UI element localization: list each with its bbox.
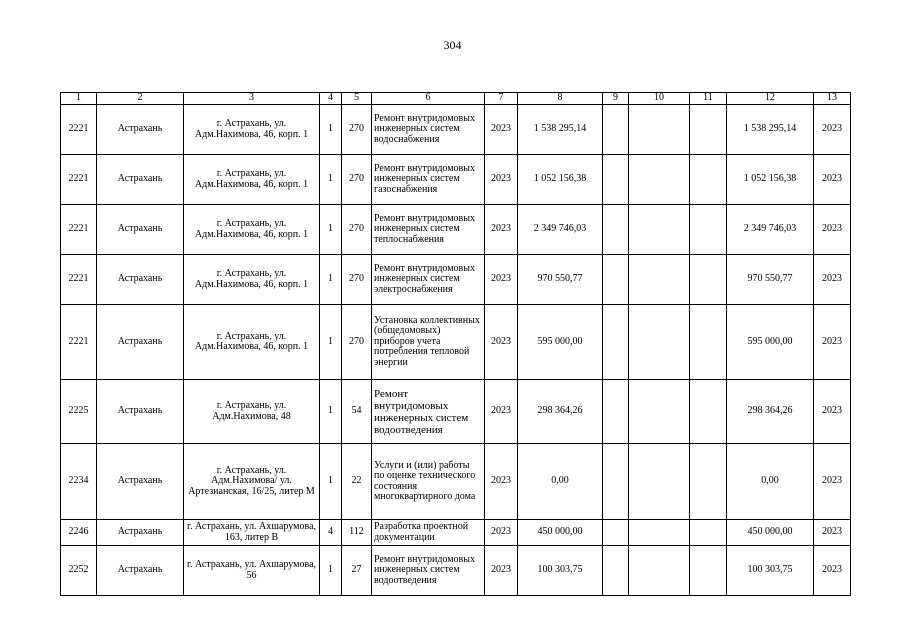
cell-col11 (690, 105, 727, 155)
header-cell: 13 (814, 93, 851, 105)
cell-col9 (603, 105, 629, 155)
table-row (61, 155, 851, 205)
cell-col5: 270 (342, 155, 372, 205)
cell-cost: 450 000,00 (518, 520, 603, 546)
cell-col4: 1 (320, 155, 342, 205)
cell-year: 2023 (485, 105, 518, 155)
cell-col5: 54 (342, 380, 372, 444)
cell-code: 2221 (61, 105, 97, 155)
cell-work-type: Услуги и (или) работы по оценке технического состояния многоквартирного дома (372, 444, 485, 520)
cell-col5: 270 (342, 305, 372, 380)
cell-col9 (603, 255, 629, 305)
cell-col4: 1 (320, 305, 342, 380)
cell-end-year: 2023 (814, 105, 851, 155)
cell-col5: 112 (342, 520, 372, 546)
cell-address: г. Астрахань, ул. Ахшарумова, 56 (184, 546, 320, 596)
cell-end-year: 2023 (814, 205, 851, 255)
cell-address: г. Астрахань, ул. Адм.Нахимова, 46, корп. 1 (184, 205, 320, 255)
cell-city: Астрахань (97, 546, 184, 596)
table-row (61, 520, 851, 546)
cell-end-year: 2023 (814, 520, 851, 546)
cell-year: 2023 (485, 155, 518, 205)
table-row (61, 444, 851, 520)
cell-address: г. Астрахань, ул. Адм.Нахимова/ ул. Артезианская, 16/25, литер М (184, 444, 320, 520)
cell-col11 (690, 155, 727, 205)
cell-cost: 0,00 (518, 444, 603, 520)
cell-code: 2246 (61, 520, 97, 546)
cell-total: 1 538 295,14 (727, 105, 814, 155)
cell-year: 2023 (485, 380, 518, 444)
cell-total: 100 303,75 (727, 546, 814, 596)
cell-year: 2023 (485, 205, 518, 255)
cell-address: г. Астрахань, ул. Ахшарумова, 163, литер В (184, 520, 320, 546)
cell-end-year: 2023 (814, 155, 851, 205)
cell-city: Астрахань (97, 444, 184, 520)
cell-col11 (690, 520, 727, 546)
cell-col11 (690, 205, 727, 255)
cell-col4: 1 (320, 444, 342, 520)
cell-work-type: Установка коллективных (общедомовых) приборов учета потребления тепловой энергии (372, 305, 485, 380)
cell-col5: 27 (342, 546, 372, 596)
cell-work-type: Ремонт внутридомовых инженерных систем электроснабжения (372, 255, 485, 305)
cell-col10 (629, 155, 690, 205)
cell-code: 2221 (61, 155, 97, 205)
cell-col9 (603, 155, 629, 205)
header-cell: 11 (690, 93, 727, 105)
table-row (61, 255, 851, 305)
page-number: 304 (443, 38, 462, 52)
cell-city: Астрахань (97, 155, 184, 205)
table-row (61, 546, 851, 596)
cell-code: 2234 (61, 444, 97, 520)
cell-code: 2221 (61, 205, 97, 255)
cell-col5: 270 (342, 105, 372, 155)
cell-address: г. Астрахань, ул. Адм.Нахимова, 46, корп. 1 (184, 105, 320, 155)
cell-col9 (603, 205, 629, 255)
cell-cost: 2 349 746,03 (518, 205, 603, 255)
cell-col4: 1 (320, 380, 342, 444)
cell-total: 0,00 (727, 444, 814, 520)
header-cell: 2 (97, 93, 184, 105)
header-cell: 6 (372, 93, 485, 105)
cell-cost: 970 550,77 (518, 255, 603, 305)
cell-city: Астрахань (97, 105, 184, 155)
cell-code: 2221 (61, 255, 97, 305)
header-cell: 10 (629, 93, 690, 105)
cell-city: Астрахань (97, 305, 184, 380)
cell-col11 (690, 255, 727, 305)
cell-total: 2 349 746,03 (727, 205, 814, 255)
cell-work-type: Ремонт внутридомовых инженерных систем водоотведения (372, 380, 485, 444)
cell-year: 2023 (485, 305, 518, 380)
cell-total: 970 550,77 (727, 255, 814, 305)
cell-col11 (690, 380, 727, 444)
header-cell: 12 (727, 93, 814, 105)
cell-total: 450 000,00 (727, 520, 814, 546)
cell-col11 (690, 305, 727, 380)
cell-col11 (690, 444, 727, 520)
cell-end-year: 2023 (814, 444, 851, 520)
cell-col5: 270 (342, 255, 372, 305)
cell-col10 (629, 205, 690, 255)
table-row (61, 380, 851, 444)
header-cell: 3 (184, 93, 320, 105)
cell-city: Астрахань (97, 380, 184, 444)
cell-address: г. Астрахань, ул. Адм.Нахимова, 46, корп. 1 (184, 255, 320, 305)
cell-col4: 1 (320, 205, 342, 255)
cell-city: Астрахань (97, 205, 184, 255)
cell-col10 (629, 380, 690, 444)
cell-col9 (603, 546, 629, 596)
cell-end-year: 2023 (814, 546, 851, 596)
cell-city: Астрахань (97, 520, 184, 546)
cell-cost: 1 052 156,38 (518, 155, 603, 205)
cell-address: г. Астрахань, ул. Адм.Нахимова, 48 (184, 380, 320, 444)
cell-cost: 298 364,26 (518, 380, 603, 444)
cell-col5: 22 (342, 444, 372, 520)
cell-end-year: 2023 (814, 255, 851, 305)
cell-col10 (629, 255, 690, 305)
cell-work-type: Ремонт внутридомовых инженерных систем водоснабжения (372, 105, 485, 155)
cell-end-year: 2023 (814, 305, 851, 380)
cell-cost: 100 303,75 (518, 546, 603, 596)
cell-work-type: Ремонт внутридомовых инженерных систем теплоснабжения (372, 205, 485, 255)
cell-total: 595 000,00 (727, 305, 814, 380)
cell-col4: 1 (320, 255, 342, 305)
table-row (61, 205, 851, 255)
cell-city: Астрахань (97, 255, 184, 305)
cell-address: г. Астрахань, ул. Адм.Нахимова, 46, корп. 1 (184, 305, 320, 380)
cell-col10 (629, 520, 690, 546)
cell-col9 (603, 520, 629, 546)
table-row (61, 305, 851, 380)
cell-code: 2252 (61, 546, 97, 596)
cell-work-type: Ремонт внутридомовых инженерных систем водоотведения (372, 546, 485, 596)
header-cell: 4 (320, 93, 342, 105)
cell-col9 (603, 305, 629, 380)
cell-work-type: Разработка проектной документации (372, 520, 485, 546)
cell-col11 (690, 546, 727, 596)
register-table (60, 92, 851, 596)
header-cell: 8 (518, 93, 603, 105)
cell-col9 (603, 444, 629, 520)
table-header-row (61, 93, 851, 105)
cell-col10 (629, 444, 690, 520)
cell-col9 (603, 380, 629, 444)
header-cell: 9 (603, 93, 629, 105)
cell-year: 2023 (485, 546, 518, 596)
cell-col5: 270 (342, 205, 372, 255)
cell-year: 2023 (485, 255, 518, 305)
cell-total: 298 364,26 (727, 380, 814, 444)
cell-year: 2023 (485, 520, 518, 546)
cell-col10 (629, 546, 690, 596)
cell-year: 2023 (485, 444, 518, 520)
cell-cost: 595 000,00 (518, 305, 603, 380)
cell-code: 2221 (61, 305, 97, 380)
cell-col10 (629, 305, 690, 380)
header-cell: 7 (485, 93, 518, 105)
header-cell: 5 (342, 93, 372, 105)
cell-total: 1 052 156,38 (727, 155, 814, 205)
cell-address: г. Астрахань, ул. Адм.Нахимова, 46, корп. 1 (184, 155, 320, 205)
cell-work-type: Ремонт внутридомовых инженерных систем газоснабжения (372, 155, 485, 205)
cell-col4: 1 (320, 105, 342, 155)
cell-code: 2225 (61, 380, 97, 444)
cell-col10 (629, 105, 690, 155)
cell-cost: 1 538 295,14 (518, 105, 603, 155)
cell-col4: 1 (320, 546, 342, 596)
table-row (61, 105, 851, 155)
cell-col4: 4 (320, 520, 342, 546)
header-cell: 1 (61, 93, 97, 105)
cell-end-year: 2023 (814, 380, 851, 444)
